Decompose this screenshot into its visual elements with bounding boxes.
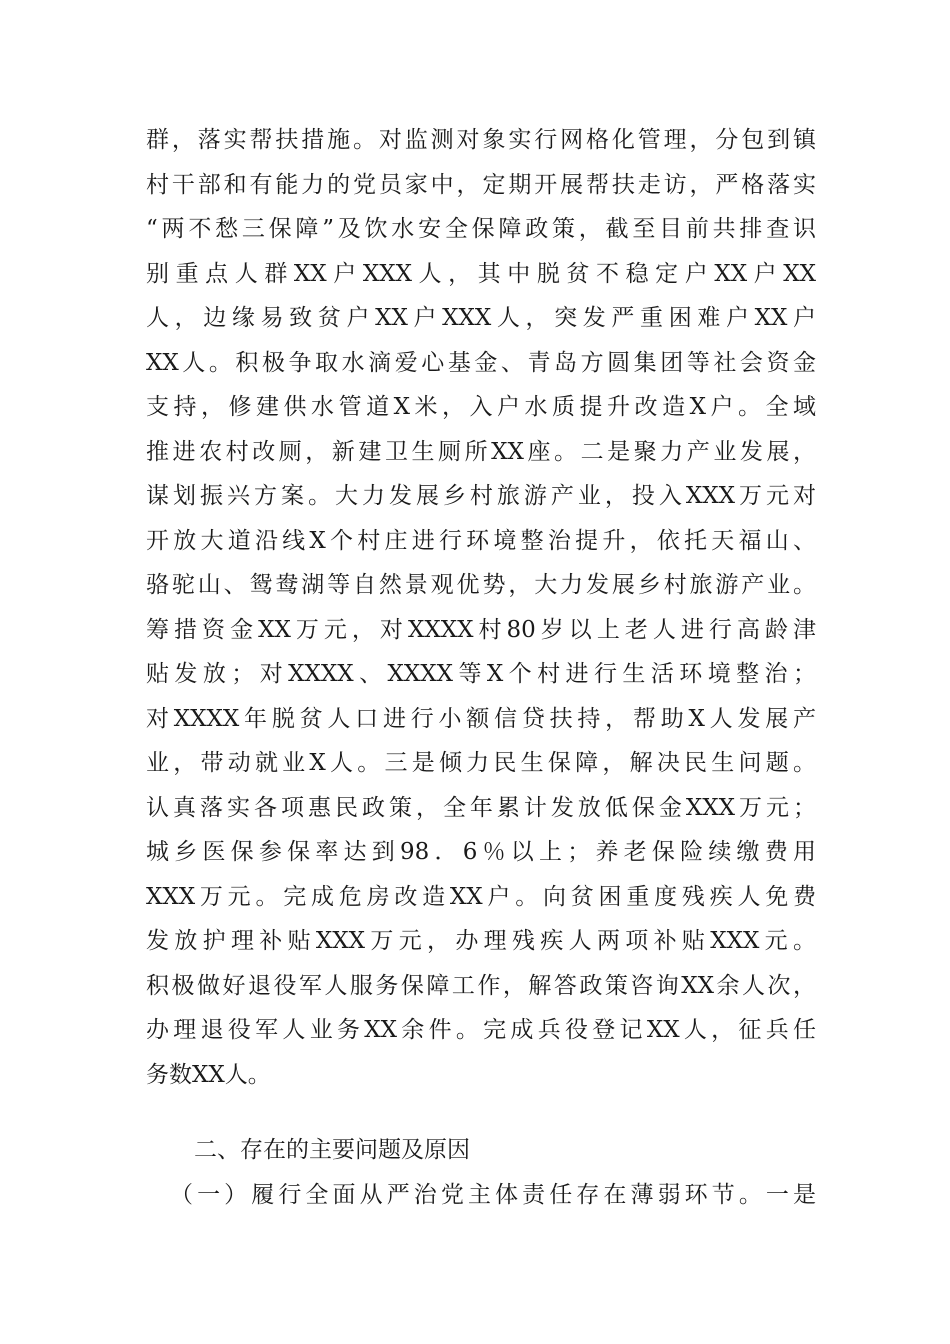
body-line: 筹措资金XX万元，对XXXX村80岁以上老人进行高龄津 <box>146 616 816 643</box>
section-heading: 二、存在的主要问题及原因 <box>194 1137 470 1163</box>
body-line: 人，边缘易致贫户XX户XXX人，突发严重困难户XX户 <box>146 305 816 331</box>
body-line: 支持，修建供水管道X米，入户水质提升改造X户。全域 <box>146 394 816 420</box>
body-line: 认真落实各项惠民政策，全年累计发放低保金XXX万元； <box>146 794 816 821</box>
body-line: “两不愁三保障”及饮水安全保障政策，截至目前共排查识 <box>146 216 816 242</box>
body-line: XX人。积极争取水滴爱心基金、青岛方圆集团等社会资金 <box>146 349 816 376</box>
body-line: 办理退役军人业务XX余件。完成兵役登记XX人，征兵任 <box>146 1017 816 1043</box>
body-line: 谋划振兴方案。大力发展乡村旅游产业，投入XXX万元对 <box>146 483 816 509</box>
body-line: 业，带动就业X人。三是倾力民生保障，解决民生问题。 <box>146 750 816 776</box>
body-line: 推进农村改厕，新建卫生厕所XX座。二是聚力产业发展， <box>146 438 816 465</box>
body-line: 积极做好退役军人服务保障工作，解答政策咨询XX余人次， <box>146 972 816 999</box>
body-line: 开放大道沿线X个村庄进行环境整治提升，依托天福山、 <box>146 527 816 554</box>
body-line: 村干部和有能力的党员家中，定期开展帮扶走访，严格落实 <box>146 171 816 198</box>
body-line: 群，落实帮扶措施。对监测对象实行网格化管理，分包到镇 <box>146 127 816 153</box>
body-line: XXX万元。完成危房改造XX户。向贫困重度残疾人免费 <box>146 883 816 910</box>
body-line: 务数XX人。 <box>146 1061 271 1088</box>
body-line: 对XXXX年脱贫人口进行小额信贷扶持，帮助X人发展产 <box>146 705 816 732</box>
body-line: 骆驼山、鸳鸯湖等自然景观优势，大力发展乡村旅游产业。 <box>146 572 816 598</box>
body-line: 贴发放；对XXXX、XXXX等X个村进行生活环境整治； <box>146 661 816 687</box>
subsection-line: （一）履行全面从严治党主体责任存在薄弱环节。一是 <box>170 1182 816 1208</box>
body-line: 别重点人群XX户XXX人，其中脱贫不稳定户XX户XX <box>146 260 816 287</box>
body-line: 城乡医保参保率达到98．6％以上；养老保险续缴费用 <box>146 839 816 865</box>
body-paragraph <box>146 118 816 1097</box>
body-line: 发放护理补贴XXX万元，办理残疾人两项补贴XXX元。 <box>146 928 816 954</box>
